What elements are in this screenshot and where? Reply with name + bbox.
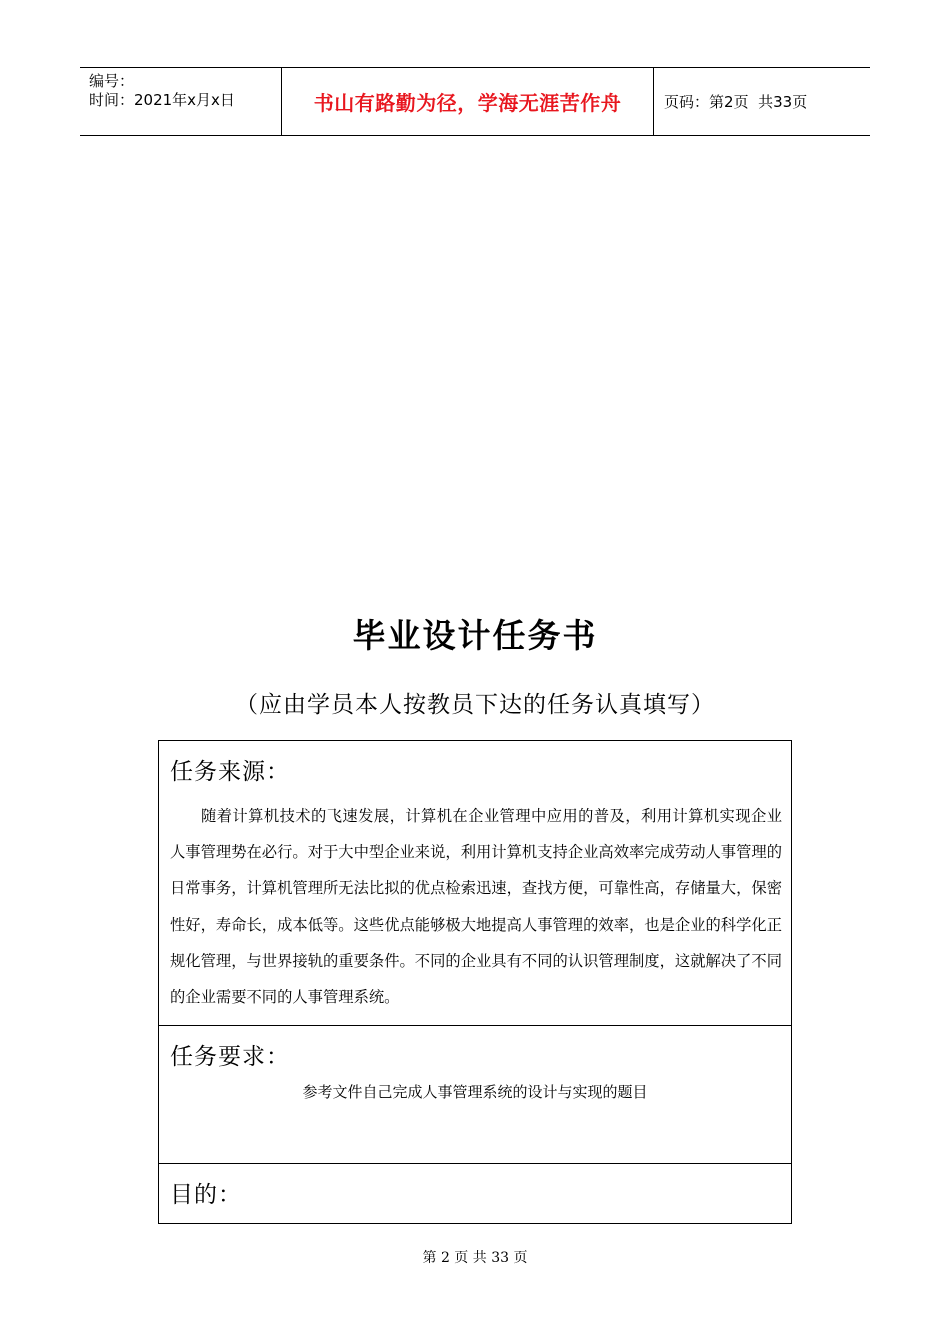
document-title: 毕业设计任务书 [352,616,598,655]
task-requirements-section [159,1026,791,1164]
header-meta-cell [80,68,281,135]
document-subtitle: （应由学员本人按教员下达的任务认真填写） [235,692,715,718]
task-purpose-heading: 目的： [170,1182,242,1208]
document-time-label: 时间：2021年x月x日 [89,91,235,109]
page-header [80,67,870,136]
document-number-label: 编号： [89,72,135,90]
task-source-heading: 任务来源： [170,759,290,785]
page-current: 2 [724,93,734,111]
task-requirements-body: 参考文件自己完成人事管理系统的设计与实现的题目 [302,1083,648,1101]
task-source-section [159,741,791,1026]
page-label: 页码：第 [664,93,725,111]
task-form-box [158,740,792,1224]
page-suffix: 页 [792,93,808,111]
page-mid: 页 共 [733,93,774,111]
page-footer: 第 2 页 共 33 页 [422,1250,528,1266]
page-total: 33 [773,93,793,111]
task-source-body: 随着计算机技术的飞速发展，计算机在企业管理中应用的普及，利用计算机实现企业人事管理势在必行。对于大中型企业来说，利用计算机支持企业高效率完成劳动人事管理的日常事务，计算机管理所无法比拟的优点检索迅速，查找方便，可靠性高，存储量大，保密性好，寿命长，成本低等。这些优点能够极大地提高人事管理的效率，也是企业的科学化正规化管理，与世界接轨的重要条件。不同的企业具有不同的认识管理制度，这就解决了不同的企业需要不同的人事管理系统。 [170,807,782,1007]
task-purpose-section [159,1164,791,1224]
header-motto-cell [281,68,654,135]
header-page-cell [654,68,870,135]
header-motto: 书山有路勤为径，学海无涯苦作舟 [313,91,622,115]
header-page-indicator [664,91,807,112]
task-requirements-heading: 任务要求： [170,1044,290,1070]
